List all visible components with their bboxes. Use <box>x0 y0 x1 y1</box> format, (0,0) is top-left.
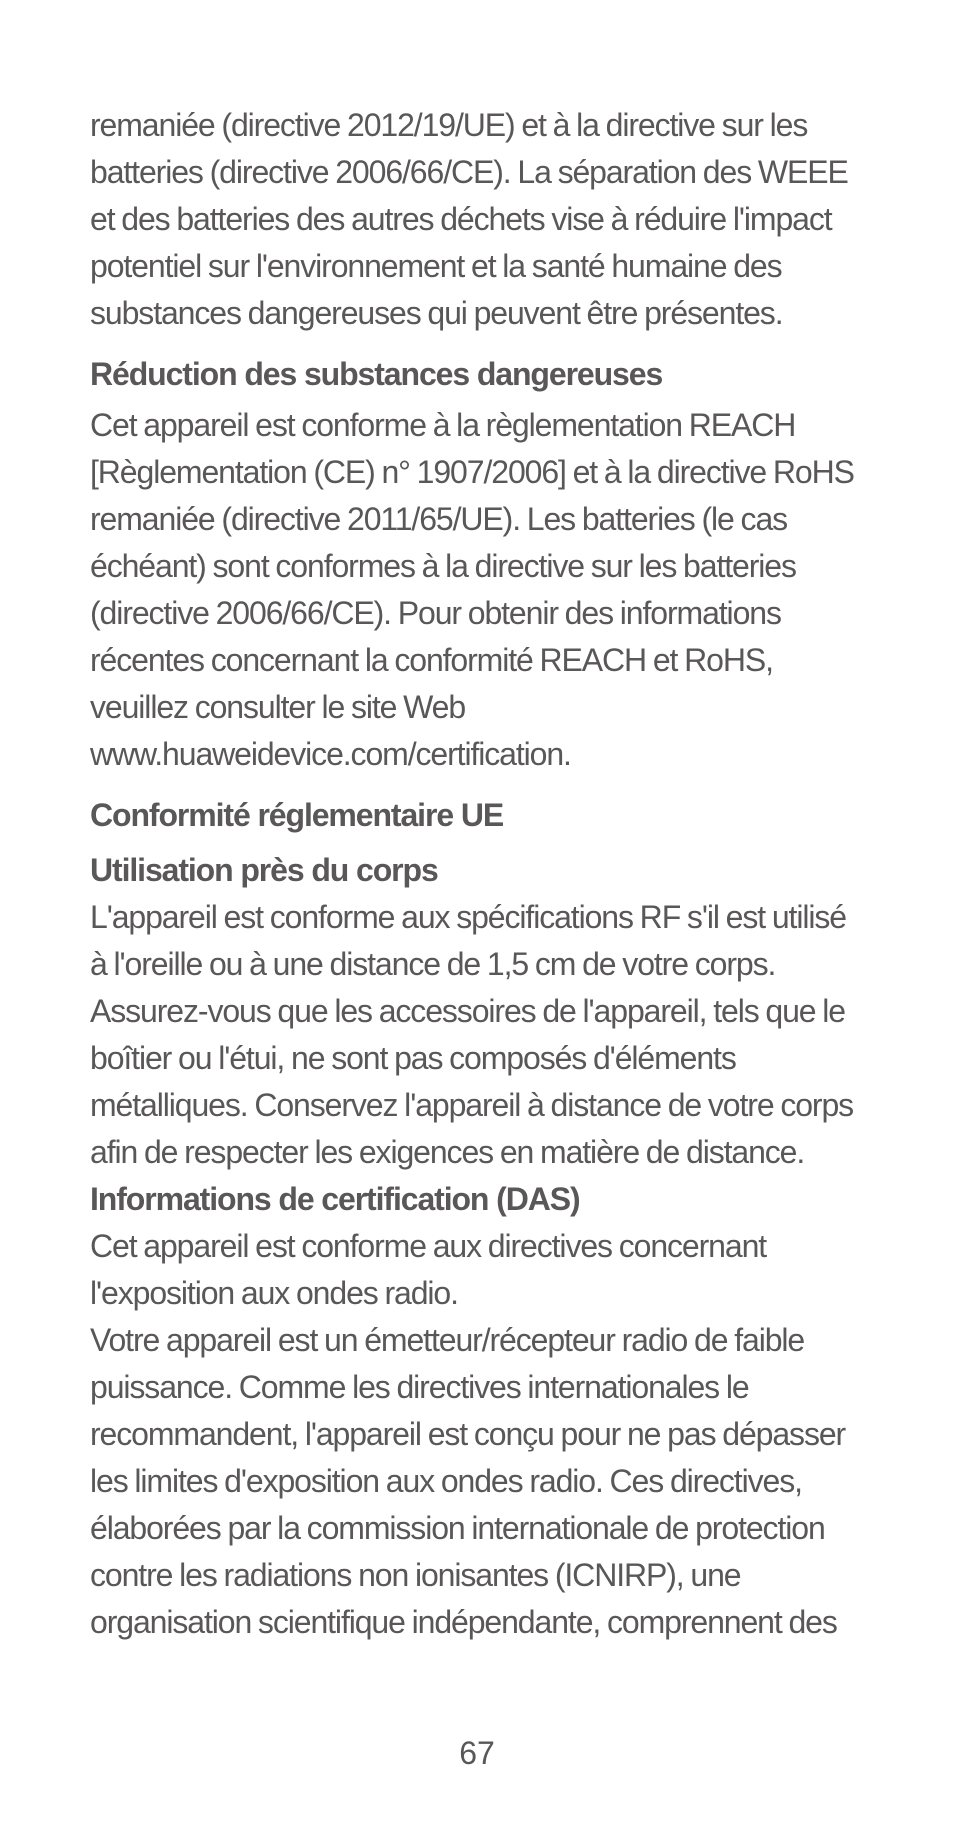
text-line: [Règlementation (CE) n° 1907/2006] et à la directive RoHS <box>90 454 854 490</box>
section-heading-das: Informations de certification (DAS) <box>90 1181 580 1217</box>
text-line: élaborées par la commission internationale de protection <box>90 1510 825 1546</box>
text-line: organisation scientifique indépendante, comprennent des <box>90 1604 837 1640</box>
text-line: Assurez-vous que les accessoires de l'appareil, tels que le <box>90 993 845 1029</box>
text-line: les limites d'exposition aux ondes radio. Ces directives, <box>90 1463 802 1499</box>
text-line: remaniée (directive 2011/65/UE). Les batteries (le cas <box>90 501 788 537</box>
text-line: à l'oreille ou à une distance de 1,5 cm de votre corps. <box>90 946 776 982</box>
text-line: métalliques. Conservez l'appareil à distance de votre corps <box>90 1087 854 1123</box>
text-line: récentes concernant la conformité REACH et RoHS, <box>90 642 773 678</box>
text-line: l'exposition aux ondes radio. <box>90 1275 458 1311</box>
text-line: www.huaweidevice.com/certification. <box>90 736 571 772</box>
text-line: Votre appareil est un émetteur/récepteur radio de faible <box>90 1322 805 1358</box>
text-line: boîtier ou l'étui, ne sont pas composés d'éléments <box>90 1040 736 1076</box>
text-line: substances dangereuses qui peuvent être présentes. <box>90 295 783 331</box>
text-line: afin de respecter les exigences en matière de distance. <box>90 1134 805 1170</box>
text-line: potentiel sur l'environnement et la santé humaine des <box>90 248 782 284</box>
text-line: recommandent, l'appareil est conçu pour ne pas dépasser <box>90 1416 846 1452</box>
text-line: Cet appareil est conforme à la règlementation REACH <box>90 407 796 443</box>
text-line: veuillez consulter le site Web <box>90 689 466 725</box>
text-line: échéant) sont conformes à la directive sur les batteries <box>90 548 796 584</box>
text-line: et des batteries des autres déchets vise à réduire l'impact <box>90 201 832 237</box>
document-page <box>90 102 870 1646</box>
text-line: Cet appareil est conforme aux directives concernant <box>90 1228 767 1264</box>
page-number: 67 <box>459 1735 495 1771</box>
body-use-paragraph <box>90 894 870 1176</box>
text-line: contre les radiations non ionisantes (ICNIRP), une <box>90 1557 741 1593</box>
text-line: batteries (directive 2006/66/CE). La séparation des WEEE <box>90 154 848 190</box>
text-line: L'appareil est conforme aux spécifications RF s'il est utilisé <box>90 899 846 935</box>
text-line: remaniée (directive 2012/19/UE) et à la directive sur les <box>90 107 808 143</box>
das-paragraph-1 <box>90 1223 870 1317</box>
section-heading-conformity: Conformité réglementaire UE <box>90 797 504 833</box>
text-line: (directive 2006/66/CE). Pour obtenir des informations <box>90 595 781 631</box>
reduction-paragraph <box>90 402 870 778</box>
text-line: puissance. Comme les directives internationales le <box>90 1369 749 1405</box>
section-heading-reduction: Réduction des substances dangereuses <box>90 356 663 392</box>
section-heading-body-use: Utilisation près du corps <box>90 852 438 888</box>
das-paragraph-2 <box>90 1317 870 1646</box>
intro-paragraph <box>90 102 870 337</box>
